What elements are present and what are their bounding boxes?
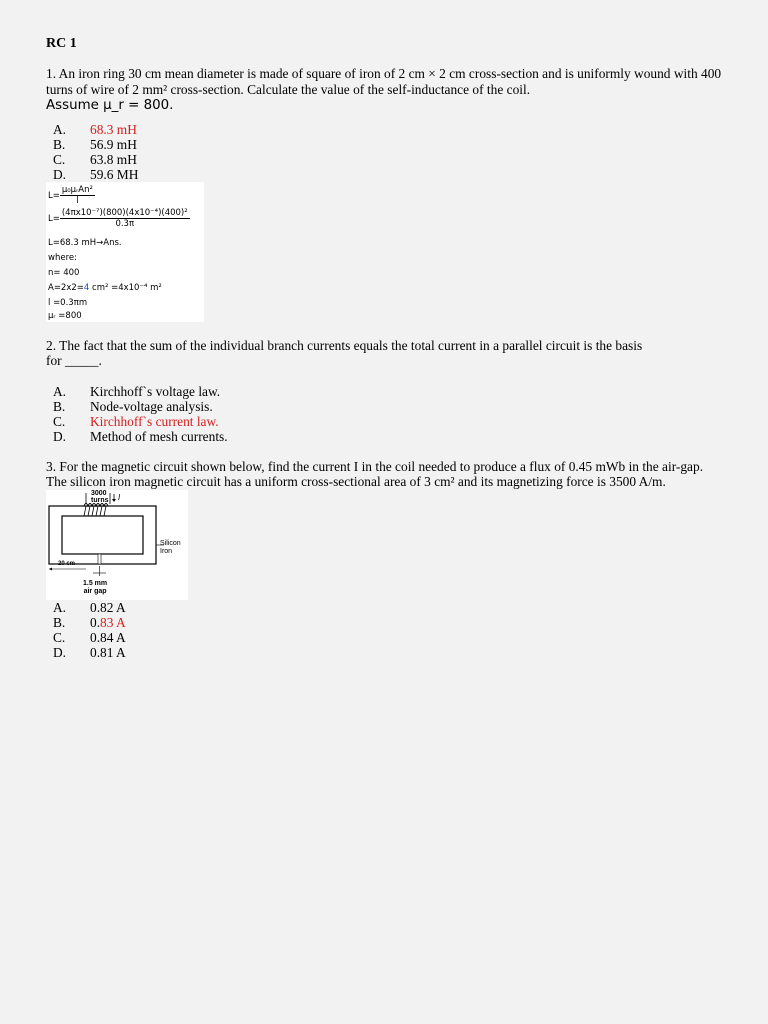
option-d[interactable]: D. 0.81 A <box>53 644 126 660</box>
where-line: where: <box>48 252 77 263</box>
option-a[interactable]: A. Kirchhoff`s voltage law. <box>53 383 221 399</box>
n-line: n= 400 <box>48 267 80 278</box>
option-a-text: 68.3 mH <box>90 121 137 137</box>
document-page <box>46 36 726 660</box>
option-c-text: Kirchhoff`s current law. <box>90 413 219 429</box>
option-d-text: Method of mesh currents. <box>90 428 228 444</box>
option-d[interactable]: D. Method of mesh currents. <box>53 428 228 444</box>
question-3 <box>46 459 726 660</box>
option-b-text: Node-voltage analysis. <box>90 398 213 414</box>
question-3-options <box>46 600 726 660</box>
option-b-text: 56.9 mH <box>90 136 137 152</box>
option-a-text: 0.82 A <box>90 599 126 615</box>
option-a[interactable]: A. 0.82 A <box>53 599 126 615</box>
option-a-text: Kirchhoff`s voltage law. <box>90 383 221 399</box>
question-1-options <box>46 122 726 182</box>
option-c[interactable]: C. 0.84 A <box>53 629 126 645</box>
dimension-label: 20 cm <box>58 560 76 567</box>
question-2-options <box>46 384 726 444</box>
option-d-text: 0.81 A <box>90 644 126 660</box>
current-label: I <box>118 492 121 502</box>
question-2 <box>46 338 726 444</box>
substitution-line: L= $\frac{\text{(4πx10⁻⁷)(800)(4x10⁻⁴)(400)²}}{0.3\pi}$ <box>48 207 188 229</box>
magnetic-circuit-figure <box>46 490 188 600</box>
question-3-text: 3. For the magnetic circuit shown below, find the current I in the coil needed to produce a flux of 0.45 mWb in the air-gap. The silicon iron magnetic circuit has a uniform cross-sectional area of 3 cm² and its magnetizing force is 3500 A/m. <box>46 458 704 489</box>
mu-line: μᵣ =800 <box>48 310 82 321</box>
question-2-text: 2. The fact that the sum of the individual branch currents equals the total current in a parallel circuit is the basis for _____. <box>46 337 643 368</box>
option-c-text: 0.84 A <box>90 629 126 645</box>
material-label: Silicon Iron <box>160 539 181 555</box>
option-c[interactable]: C. Kirchhoff`s current law. <box>53 413 219 429</box>
question-1-assume: Assume μ_r = 800. <box>46 98 174 113</box>
option-c[interactable]: C. 63.8 mH <box>53 151 137 167</box>
formula-line: L= $\frac{\text{μ₀μᵣAn²}}{l}$ <box>48 184 93 206</box>
option-d[interactable]: D. 59.6 MH <box>53 166 139 182</box>
turns-label: 3000 turns <box>91 489 109 504</box>
length-line: l =0.3πm <box>48 297 88 308</box>
option-b-text: 0.83 A <box>90 614 126 630</box>
area-line: A=2x2=4 cm² =4x10⁻⁴ m² <box>48 282 162 293</box>
option-a[interactable]: A. 68.3 mH <box>53 121 137 137</box>
result-line: L=68.3 mH→Ans. <box>48 237 122 248</box>
air-gap-label: 1.5 mm air gap <box>83 579 108 595</box>
question-1-text: 1. An iron ring 30 cm mean diameter is made of square of iron of 2 cm × 2 cm cross-section and is uniformly wound with 400 turns of wire of 2 mm² cross-section. Calculate the value of the self-inductance of the coil. Assume μ_r = 800. <box>46 66 722 113</box>
option-b[interactable]: B. 0.83 A <box>53 614 126 630</box>
question-1 <box>46 66 726 322</box>
page-title: RC 1 <box>46 36 77 51</box>
option-b[interactable]: B. Node-voltage analysis. <box>53 398 213 414</box>
option-d-text: 59.6 MH <box>90 166 139 182</box>
option-b[interactable]: B. 56.9 mH <box>53 136 137 152</box>
option-c-text: 63.8 mH <box>90 151 137 167</box>
solution-image <box>46 182 204 322</box>
